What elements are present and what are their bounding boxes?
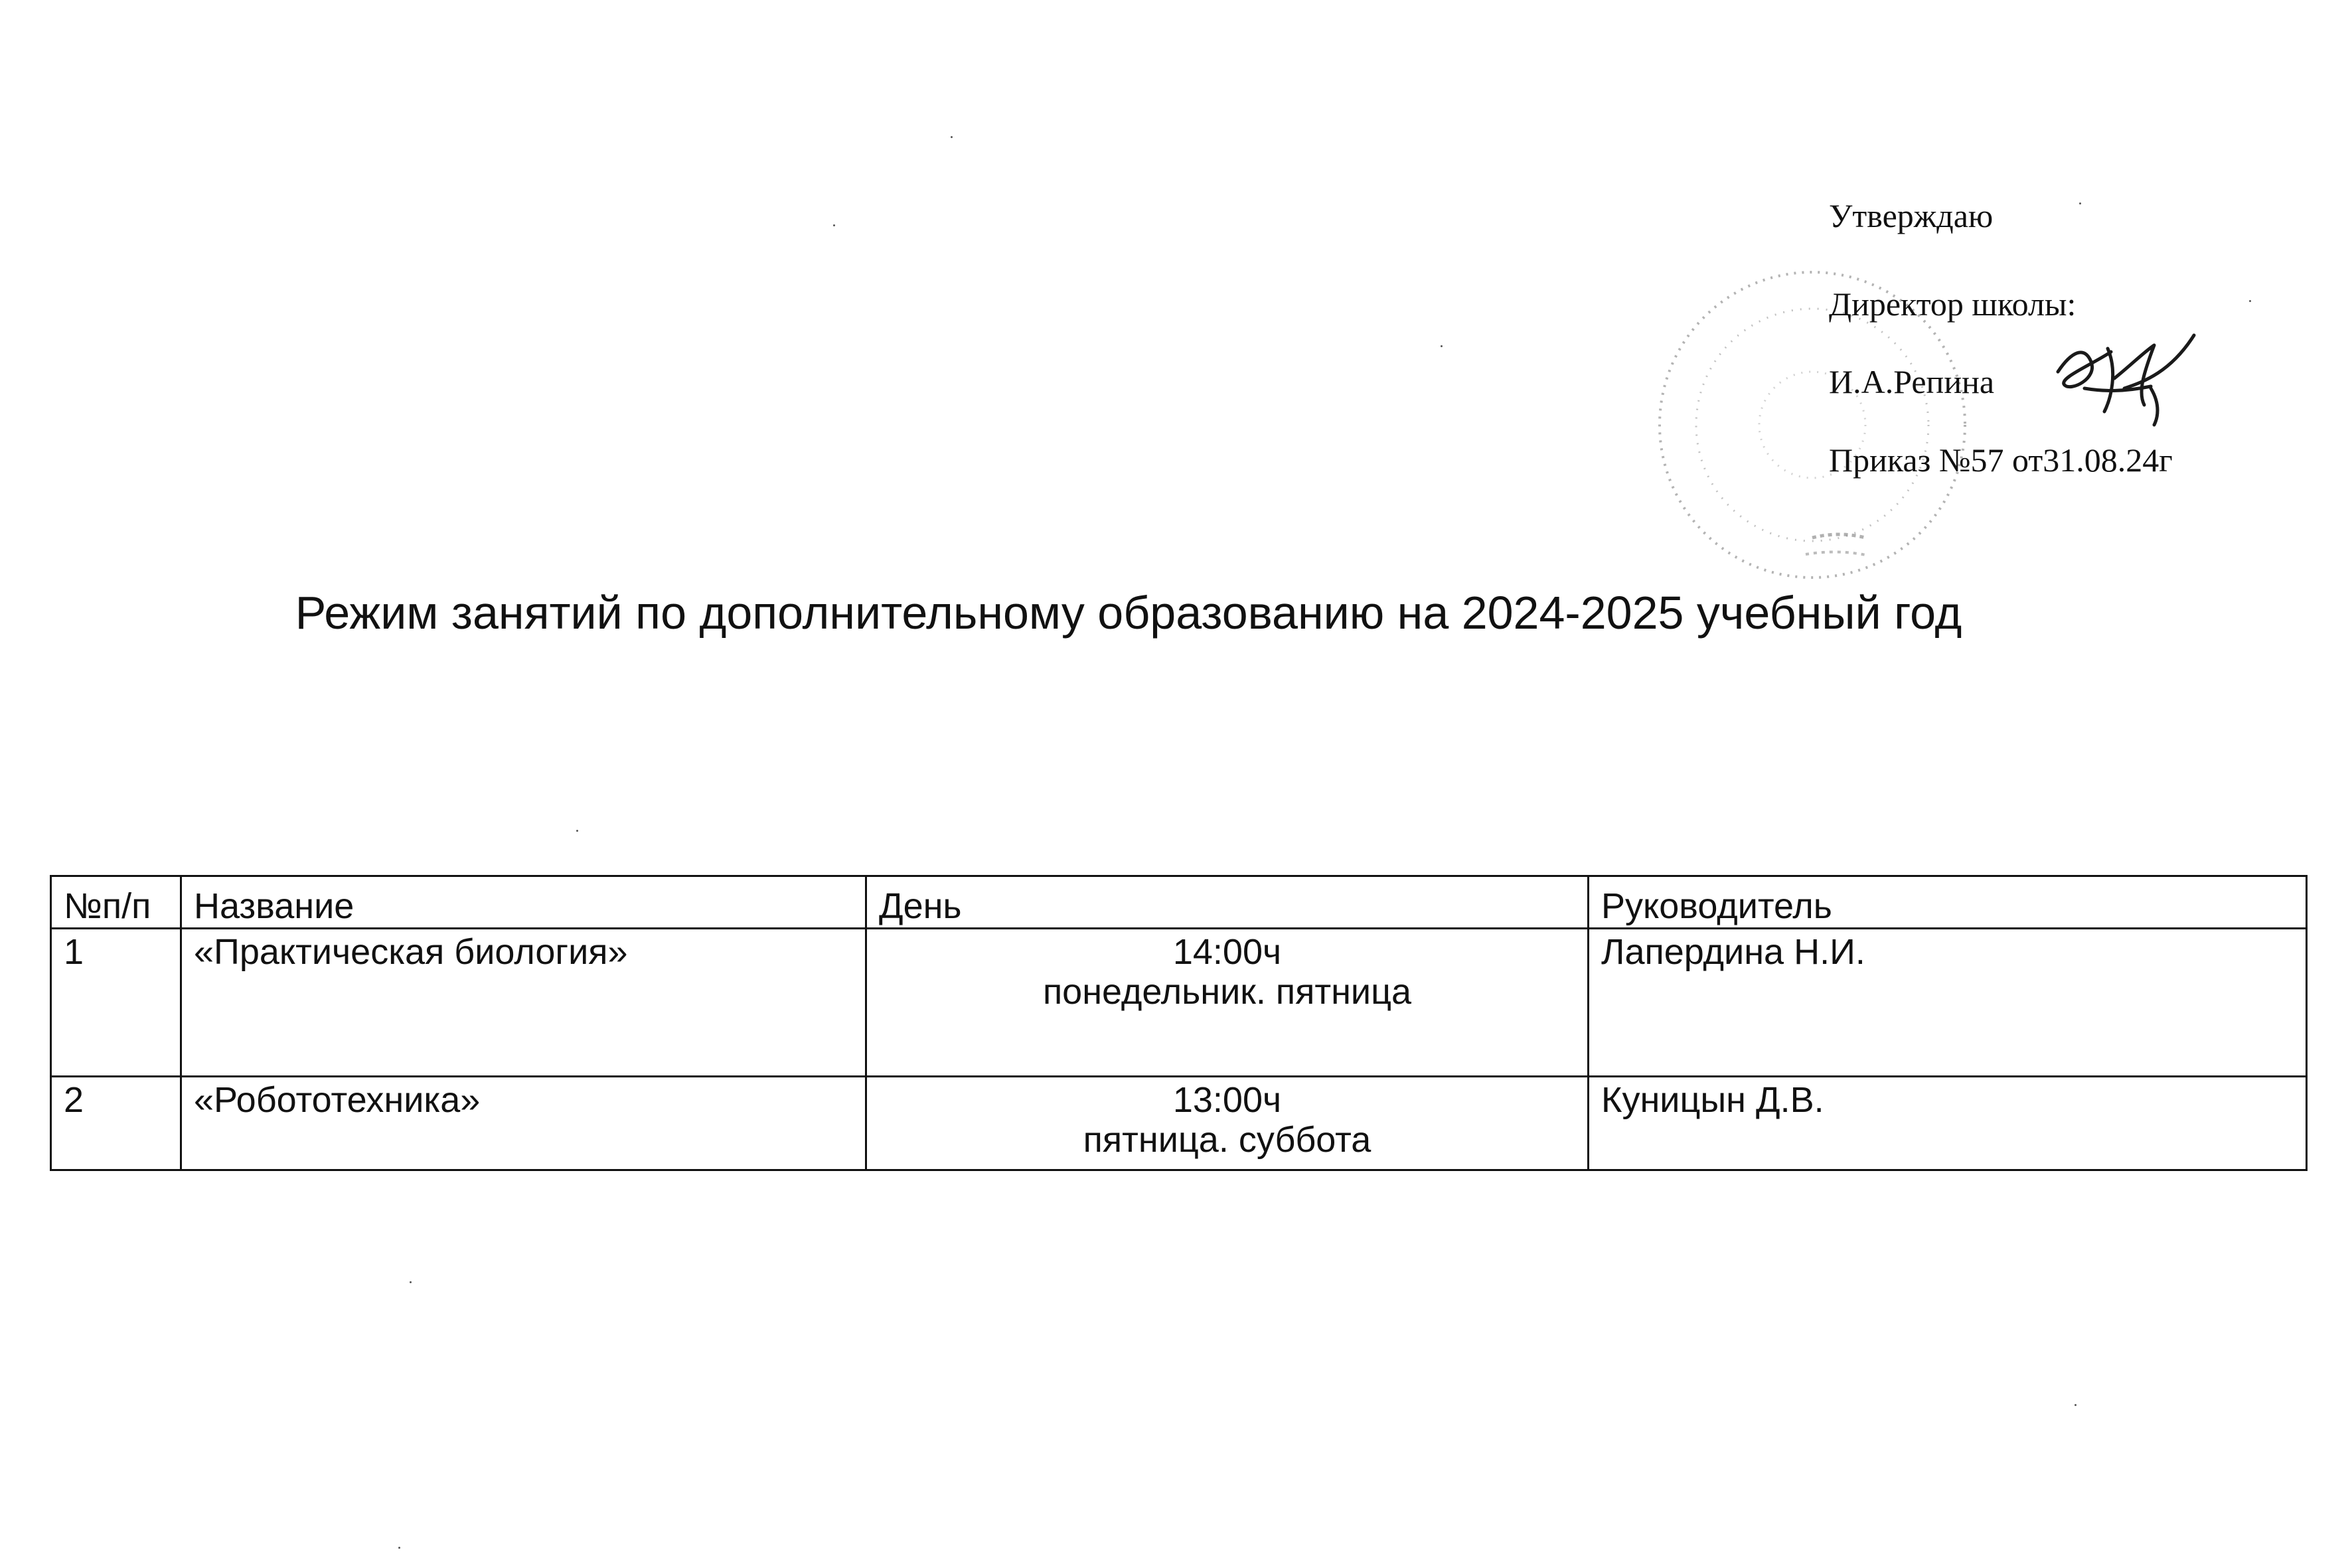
document-title: Режим занятий по дополнительному образованию на 2024-2025 учебный год (295, 587, 1962, 639)
table-row (51, 929, 2307, 1077)
row-time: 14:00ч (1172, 932, 1282, 972)
row-club-name: «Робототехника» (181, 1077, 866, 1170)
row-schedule (866, 929, 1589, 1077)
table-row (51, 1077, 2307, 1170)
scan-speck (2249, 300, 2251, 302)
scan-speck (833, 224, 835, 226)
row-leader: Куницын Д.В. (1589, 1077, 2307, 1170)
approval-approve-label: Утверждаю (1829, 197, 1994, 234)
header-name: Название (181, 876, 866, 929)
row-number: 2 (51, 1077, 181, 1170)
scan-speck (2079, 202, 2081, 204)
row-number: 1 (51, 929, 181, 1077)
header-number: №п/п (51, 876, 181, 929)
header-day: День (866, 876, 1589, 929)
scan-speck (951, 136, 953, 138)
scan-speck (576, 830, 578, 832)
row-club-name: «Практическая биология» (181, 929, 866, 1077)
approval-director-name: И.А.Репина (1829, 363, 1995, 400)
scan-speck (1441, 345, 1443, 347)
header-leader: Руководитель (1589, 876, 2307, 929)
scan-speck (398, 1547, 400, 1549)
row-leader: Лапердина Н.И. (1589, 929, 2307, 1077)
director-signature (2045, 325, 2204, 431)
scan-speck (410, 1281, 412, 1283)
row-schedule (866, 1077, 1589, 1170)
approval-position: Директор школы: (1829, 285, 2077, 323)
approval-order: Приказ №57 от31.08.24г (1829, 441, 2173, 479)
table-header-row (51, 876, 2307, 929)
scan-speck (2075, 1404, 2077, 1406)
schedule-table (50, 875, 2308, 1171)
row-days: понедельник. пятница (1042, 972, 1412, 1012)
row-days: пятница. суббота (1083, 1120, 1372, 1160)
row-time: 13:00ч (1172, 1080, 1282, 1120)
